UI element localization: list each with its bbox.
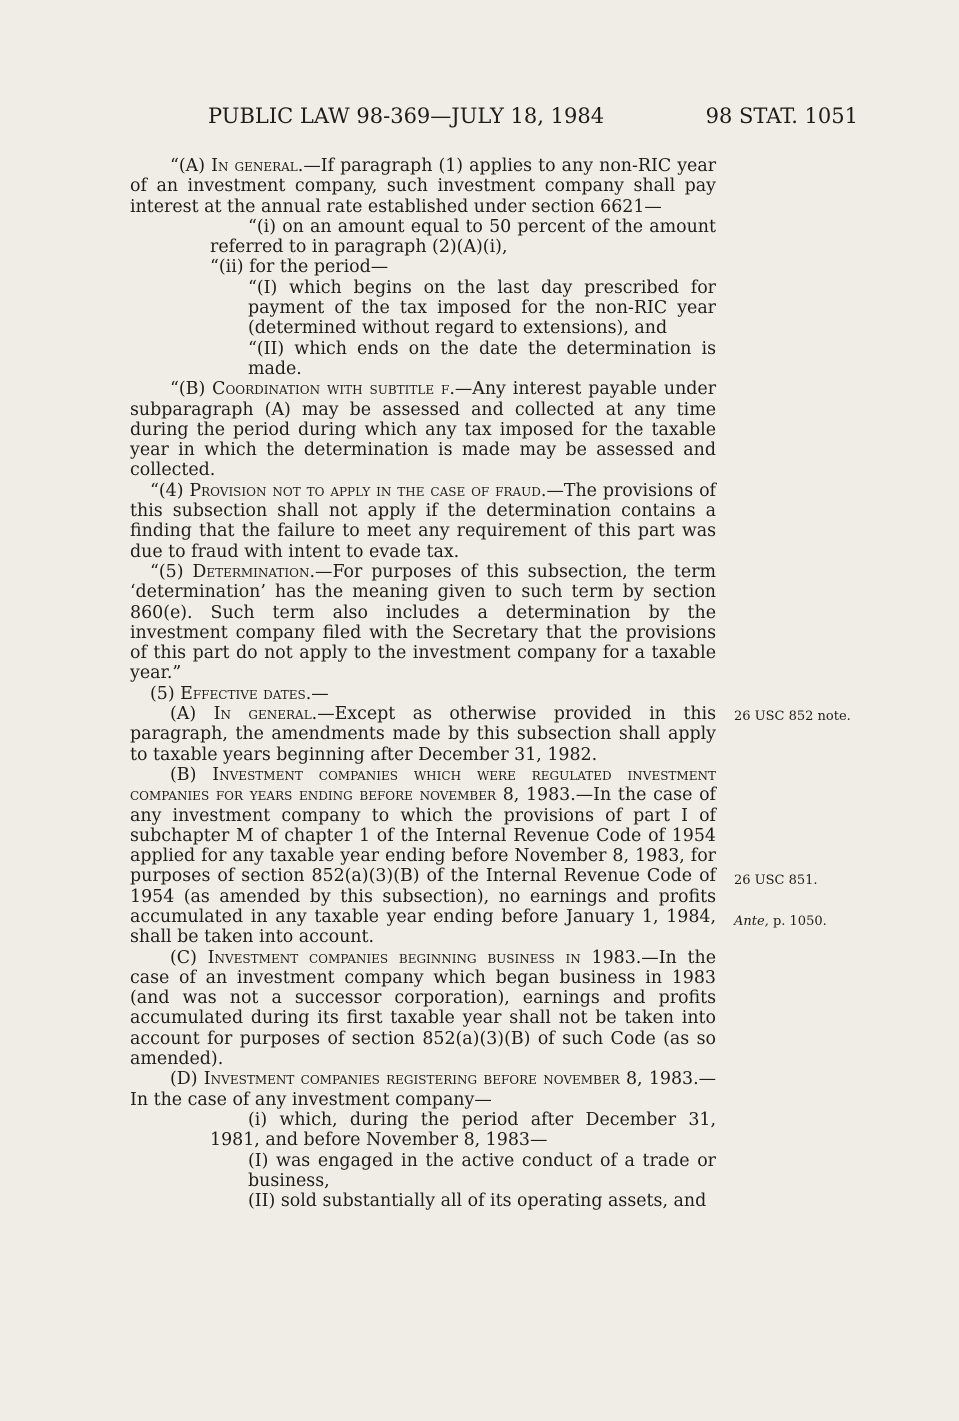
para-lead: “(B) Coordination with subtitle f. bbox=[170, 379, 455, 400]
para-text: “(II) which ends on the date the determination is made. bbox=[248, 338, 716, 379]
para-text: —In the case of any investment company— bbox=[130, 1069, 716, 1110]
para-lead: (C) Investment companies beginning business in 1983. bbox=[170, 947, 642, 968]
para-text: (I) was engaged in the active conduct of a trade or business, bbox=[248, 1150, 716, 1191]
statute-body bbox=[130, 156, 716, 1211]
para-5d-i-I bbox=[130, 1151, 716, 1192]
para-lead: (B) Investment companies which were regulated investment companies for years ending before november 8, 1983. bbox=[130, 764, 716, 806]
para-text: “(I) which begins on the last day prescribed for payment of the tax imposed for the non-RIC year (determined without regard to extensions), and bbox=[248, 277, 716, 339]
para-lead: “(5) Determination. bbox=[150, 561, 316, 582]
para-5-determination bbox=[130, 562, 716, 684]
running-header bbox=[208, 104, 858, 134]
para-lead: (D) Investment companies registering before november 8, 1983. bbox=[170, 1069, 699, 1090]
para-5d bbox=[130, 1069, 716, 1110]
para-text: —Any interest payable under subparagraph (A) may be assessed and collected at any time during the period during which any tax imposed for the taxable year in which the determination is made may be assessed and collected. bbox=[130, 379, 717, 481]
para-5-effective-dates bbox=[130, 684, 716, 704]
para-text: — bbox=[311, 683, 329, 704]
para-5d-i-II bbox=[130, 1191, 716, 1211]
para-5a bbox=[130, 704, 716, 765]
para-text: “(ii) for the period— bbox=[210, 257, 389, 278]
para-5b bbox=[130, 765, 716, 948]
para-lead: (A) In general. bbox=[170, 704, 318, 725]
para-lead: “(4) Provision not to apply in the case of fraud. bbox=[150, 480, 547, 501]
margin-note-text: 26 USC 851. bbox=[734, 873, 818, 888]
para-5d-i bbox=[130, 1110, 716, 1151]
para-text: —If paragraph (1) applies to any non-RIC year of an investment company, such investment company shall pay interest at the annual rate established under section 6621— bbox=[130, 156, 717, 217]
header-page-number: 98 STAT. 1051 bbox=[705, 104, 858, 128]
para-3a-i bbox=[130, 217, 716, 258]
margin-note-851 bbox=[734, 873, 818, 888]
para-text: —The provisions of this subsection shall not apply if the determination contains a finding that the failure to meet any requirement of this part was due to fraud with intent to evade tax. bbox=[130, 480, 716, 562]
para-3a bbox=[130, 156, 716, 217]
para-5c bbox=[130, 948, 716, 1070]
para-text: —In the case of any investment company to which the provisions of part I of subchapter M of chapter 1 of the Internal Revenue Code of 1954 applied for any taxable year ending before November 8, 1983, for purposes of section 852(a)(3)(B) of the Internal Revenue Code of 1954 (as amended by this subsection), no earnings and profits accumulated in any taxable year ending before January 1, 1984, shall be taken into account. bbox=[130, 785, 716, 948]
para-4 bbox=[130, 481, 716, 562]
para-lead: (5) Effective dates. bbox=[150, 683, 312, 704]
header-title: PUBLIC LAW 98-369—JULY 18, 1984 bbox=[208, 104, 605, 128]
para-3a-ii-II bbox=[130, 339, 716, 380]
para-text: —Except as otherwise provided in this paragraph, the amendments made by this subsection shall apply to taxable years beginning after December 31, 1982. bbox=[130, 704, 717, 765]
para-3a-ii bbox=[130, 257, 716, 277]
margin-note-ital: Ante, bbox=[734, 914, 769, 929]
para-3b bbox=[130, 379, 716, 480]
para-3a-ii-I bbox=[130, 278, 716, 339]
para-text: (i) which, during the period after December 31, 1981, and before November 8, 1983— bbox=[210, 1109, 716, 1151]
margin-note-text: p. 1050. bbox=[768, 914, 827, 929]
margin-note-ante bbox=[734, 914, 827, 929]
para-text: —In the case of an investment company which began business in 1983 (and was not a successor corporation), earnings and profits accumulated during its first taxable year shall not be taken into account for purposes of section 852(a)(3)(B) of such Code (as so amended). bbox=[130, 947, 716, 1070]
margin-note-852 bbox=[734, 709, 851, 724]
para-text: —For purposes of this subsection, the term ‘determination’ has the meaning given to such term by section 860(e). Such term also includes a determination by the investment company filed with the Secretary that the provisions of this part do not apply to the investment company for a taxable year.” bbox=[130, 561, 716, 684]
margin-note-text: 26 USC 852 note. bbox=[734, 709, 851, 724]
para-text: “(i) on an amount equal to 50 percent of the amount referred to in paragraph (2)(A)(i), bbox=[210, 216, 716, 258]
para-lead: “(A) In general. bbox=[170, 156, 304, 176]
para-text: (II) sold substantially all of its operating assets, and bbox=[248, 1191, 707, 1212]
